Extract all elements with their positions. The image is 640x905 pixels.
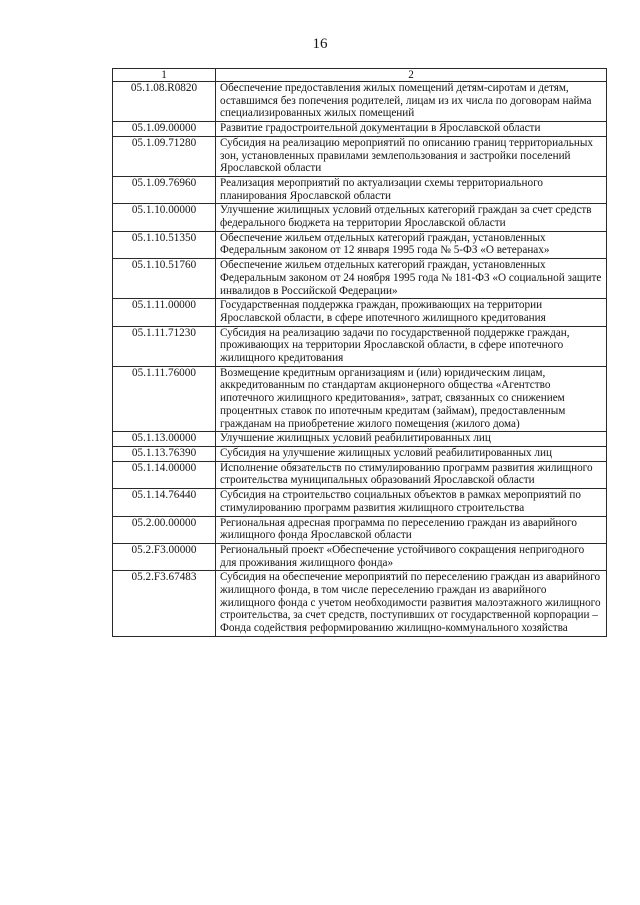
row-description: Обеспечение жильем отдельных категорий граждан, установленных Федеральным законом от 24 ноября 1995 года № 181-ФЗ «О социальной защите инвалидов в Российской Федерации» <box>216 259 607 299</box>
page-number: 16 <box>312 36 328 52</box>
row-description: Реализация мероприятий по актуализации схемы территориального планирования Ярославской области <box>216 176 607 203</box>
row-code: 05.1.11.76000 <box>113 366 216 432</box>
table-row <box>113 489 607 516</box>
row-code: 05.1.10.00000 <box>113 204 216 231</box>
table-row <box>113 571 607 637</box>
budget-classification-table <box>112 68 607 637</box>
row-description: Возмещение кредитным организациям и (или) юридическим лицам, аккредитованным по стандартам акционерного общества «Агентство ипотечного жилищного кредитования», затрат, связанных со снижением процентных ставок по ипотечным кредитам (займам), предоставленным гражданам на приобретение жилого помещения (жилого дома) <box>216 366 607 432</box>
table-row <box>113 543 607 570</box>
row-description: Региональная адресная программа по переселению граждан из аварийного жилищного фонда Ярославской области <box>216 516 607 543</box>
row-code: 05.2.00.00000 <box>113 516 216 543</box>
table-row <box>113 259 607 299</box>
row-code: 05.1.09.71280 <box>113 136 216 176</box>
table-row <box>113 446 607 461</box>
table-row <box>113 122 607 137</box>
table-row <box>113 231 607 258</box>
table-row <box>113 176 607 203</box>
row-description: Субсидия на реализацию задачи по государственной поддержке граждан, проживающих на территории Ярославской области, в сфере ипотечного жилищного кредитования <box>216 326 607 366</box>
table-row <box>113 299 607 326</box>
row-description: Субсидия на обеспечение мероприятий по переселению граждан из аварийного жилищного фонда, в том числе переселению граждан из аварийного жилищного фонда с учетом необходимости развития малоэтажного жилищного строительства, за счет средств, поступивших от государственной корпорации – Фонда содействия реформированию жилищно-коммунального хозяйства <box>216 571 607 637</box>
row-description: Субсидия на строительство социальных объектов в рамках мероприятий по стимулированию программ развития жилищного строительства <box>216 489 607 516</box>
row-code: 05.1.14.76440 <box>113 489 216 516</box>
row-code: 05.1.09.00000 <box>113 122 216 137</box>
table-row <box>113 366 607 432</box>
row-code: 05.1.11.00000 <box>113 299 216 326</box>
row-code: 05.1.08.R0820 <box>113 82 216 122</box>
table-row <box>113 461 607 488</box>
row-description: Развитие градостроительной документации в Ярославской области <box>216 122 607 137</box>
table-row <box>113 136 607 176</box>
table-row <box>113 516 607 543</box>
row-code: 05.1.14.00000 <box>113 461 216 488</box>
table-row <box>113 326 607 366</box>
row-code: 05.1.13.00000 <box>113 432 216 447</box>
table-row <box>113 432 607 447</box>
row-description: Региональный проект «Обеспечение устойчивого сокращения непригодного для проживания жилищного фонда» <box>216 543 607 570</box>
table-row <box>113 204 607 231</box>
table-header-row <box>113 69 607 82</box>
row-description: Улучшение жилищных условий реабилитированных лиц <box>216 432 607 447</box>
row-code: 05.1.10.51760 <box>113 259 216 299</box>
row-code: 05.1.13.76390 <box>113 446 216 461</box>
row-description: Улучшение жилищных условий отдельных категорий граждан за счет средств федерального бюджета на территории Ярославской области <box>216 204 607 231</box>
row-code: 05.1.09.76960 <box>113 176 216 203</box>
row-description: Обеспечение жильем отдельных категорий граждан, установленных Федеральным законом от 12 января 1995 года № 5-ФЗ «О ветеранах» <box>216 231 607 258</box>
row-description: Субсидия на реализацию мероприятий по описанию границ территориальных зон, установленных правилами землепользования и застройки поселений Ярославской области <box>216 136 607 176</box>
row-code: 05.1.10.51350 <box>113 231 216 258</box>
row-code: 05.1.11.71230 <box>113 326 216 366</box>
column-header-description: 2 <box>216 69 607 82</box>
row-description: Субсидия на улучшение жилищных условий реабилитированных лиц <box>216 446 607 461</box>
row-description: Обеспечение предоставления жилых помещений детям-сиротам и детям, оставшимся без попечения родителей, лицам из их числа по договорам найма специализированных жилых помещений <box>216 82 607 122</box>
table-row <box>113 82 607 122</box>
row-code: 05.2.F3.67483 <box>113 571 216 637</box>
row-description: Государственная поддержка граждан, проживающих на территории Ярославской области, в сфере ипотечного жилищного кредитования <box>216 299 607 326</box>
row-description: Исполнение обязательств по стимулированию программ развития жилищного строительства муниципальных образований Ярославской области <box>216 461 607 488</box>
column-header-code: 1 <box>113 69 216 82</box>
table-body <box>113 82 607 637</box>
row-code: 05.2.F3.00000 <box>113 543 216 570</box>
